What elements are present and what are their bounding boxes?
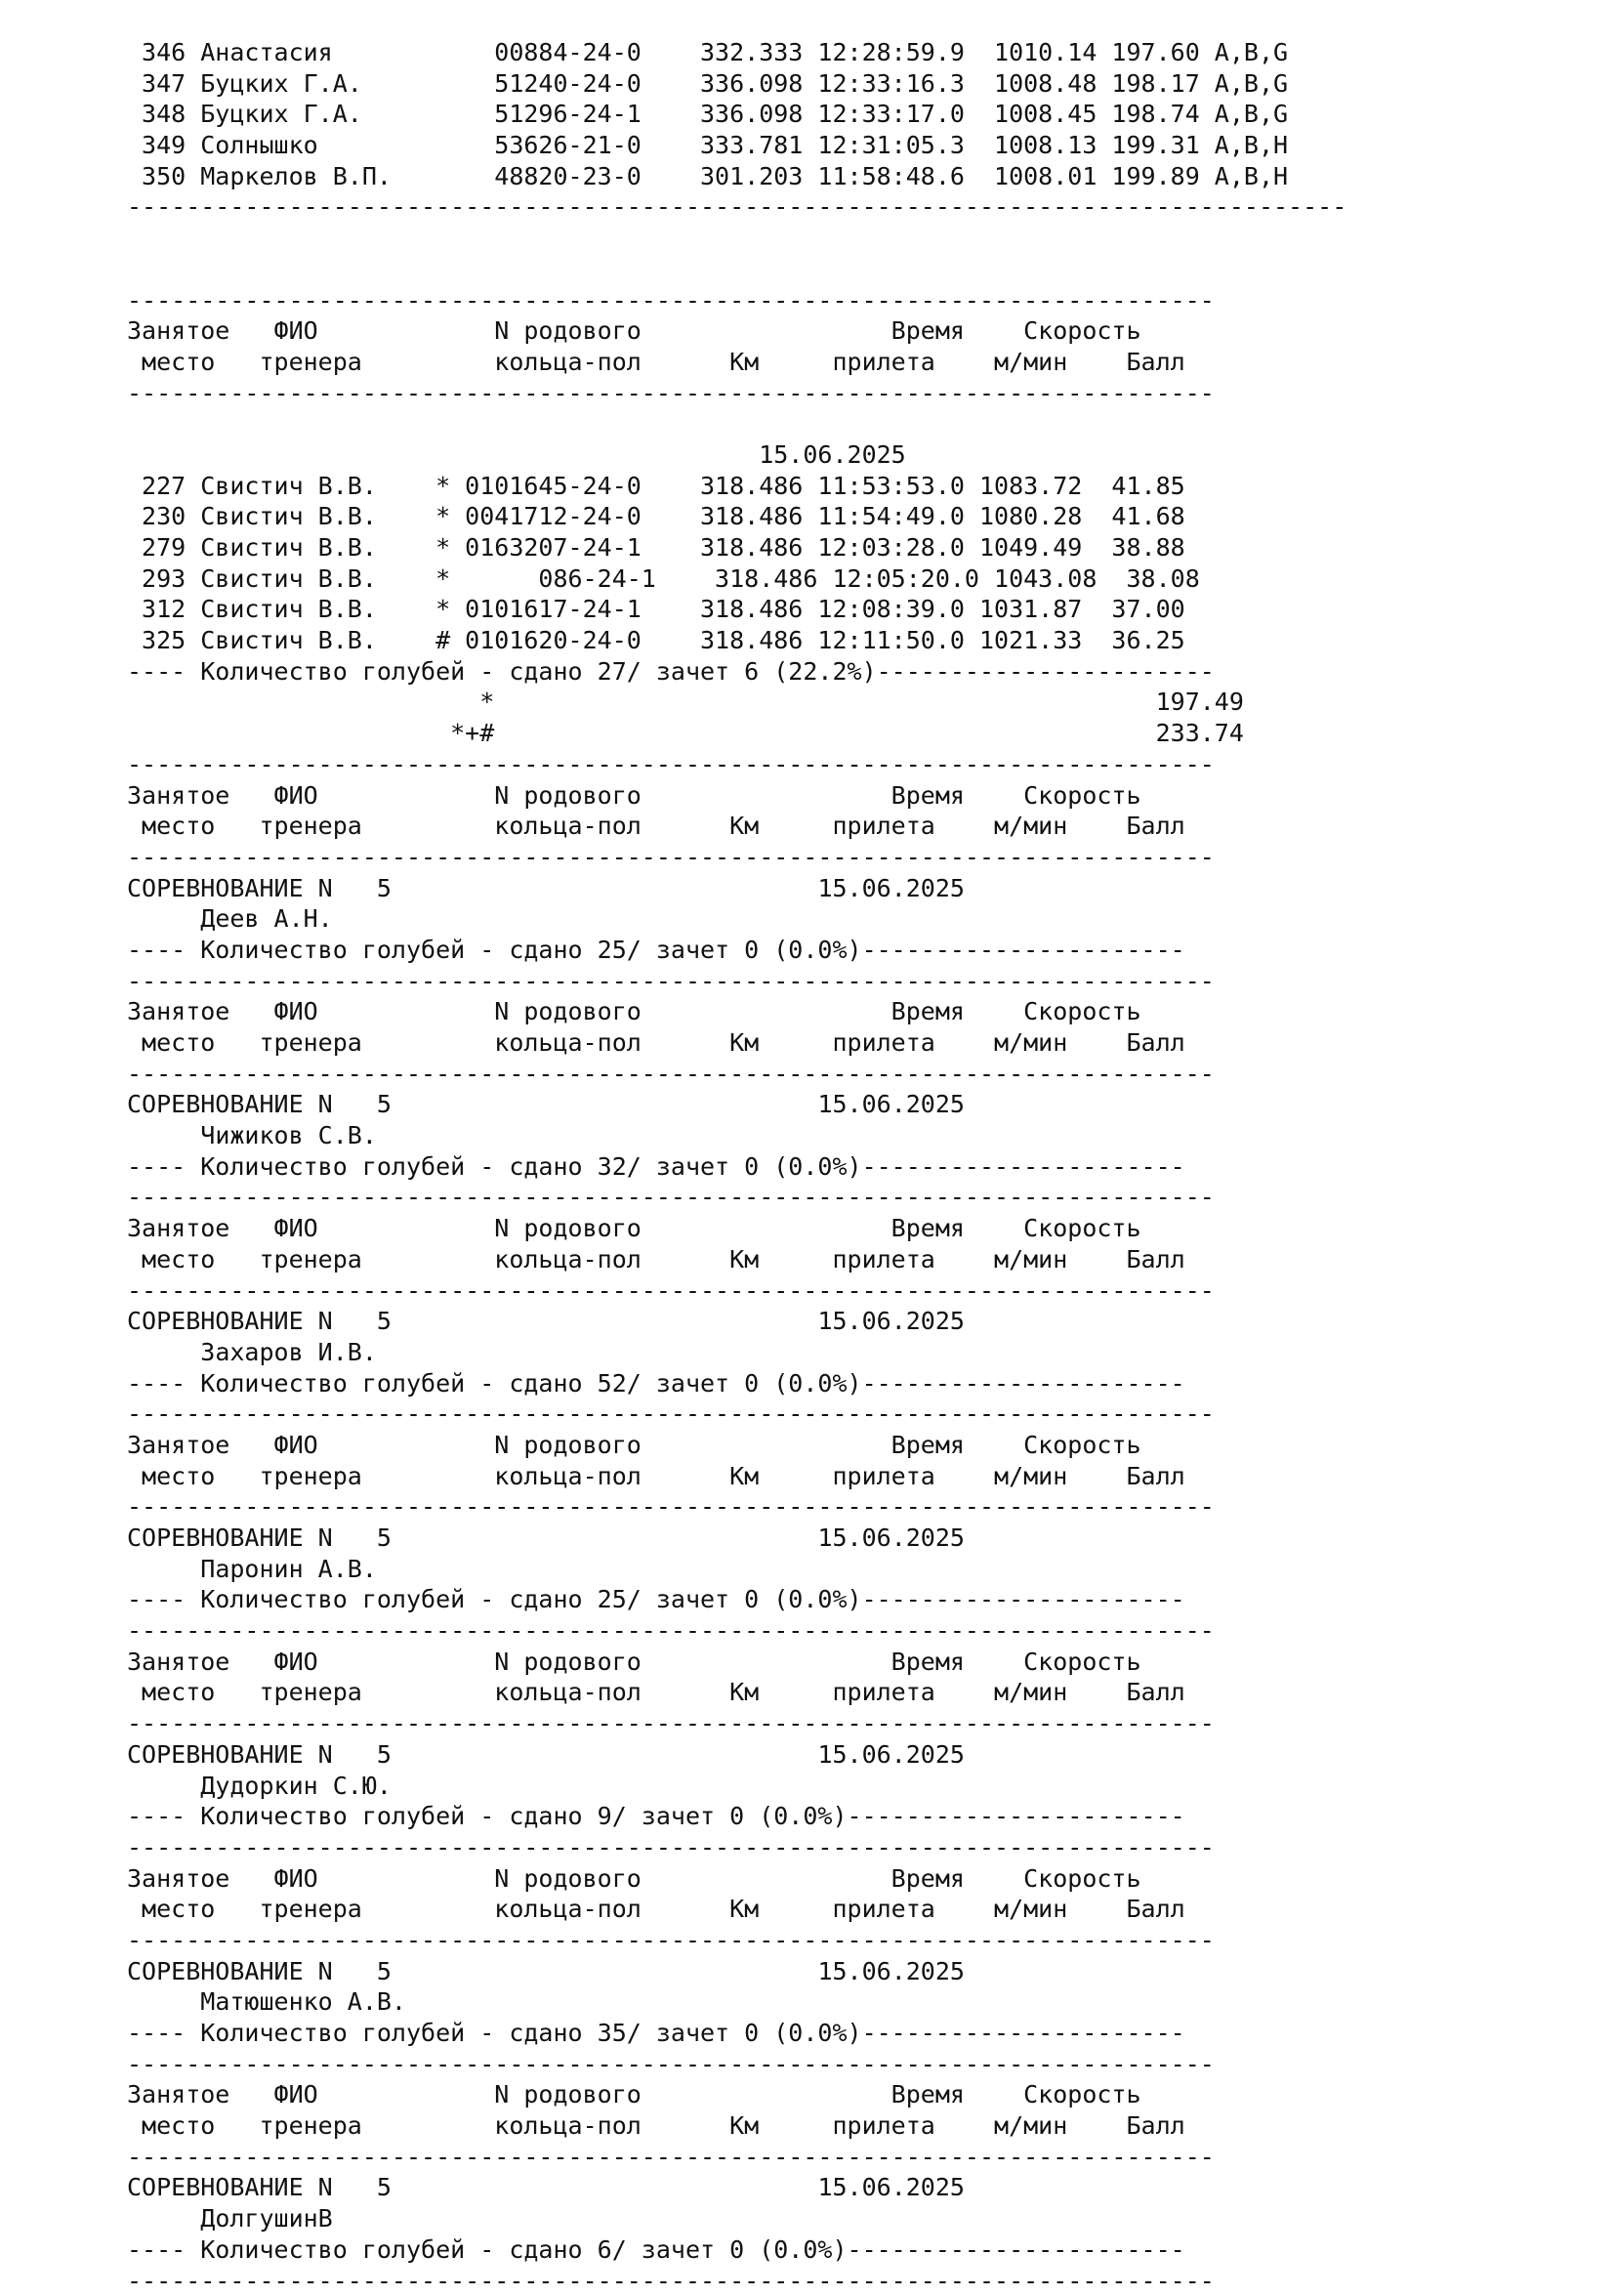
count-summary: ---- Количество голубей - сдано 25/ зачет 0 (0.0%)---------------------- <box>127 935 1592 966</box>
competition-date: 15.06.2025 <box>817 1740 965 1769</box>
competition-title: СОРЕВНОВАНИЕ N 5 <box>127 1307 392 1335</box>
column-header-line1: Занятое ФИО N родового Время Скорость <box>127 2079 1592 2110</box>
trainer-indent <box>127 1987 200 2016</box>
title-gap <box>392 2173 818 2201</box>
competition-title-line <box>127 1739 1592 1771</box>
competition-title: СОРЕВНОВАНИЕ N 5 <box>127 2173 392 2201</box>
title-gap <box>392 1740 818 1769</box>
count-summary: ---- Количество голубей - сдано 52/ зачет 0 (0.0%)---------------------- <box>127 1368 1592 1399</box>
competition-block <box>127 1398 1592 1615</box>
competition-title-line <box>127 1523 1592 1554</box>
trainer-indent <box>127 1338 200 1366</box>
title-gap <box>392 1090 818 1118</box>
trainer-indent <box>127 1555 200 1583</box>
result-row: 348 Буцких Г.А. 51296-24-1 336.098 12:33:17.0 1008.45 198.74 A,B,G <box>127 99 1592 130</box>
result-row: 230 Свистич В.В. * 0041712-24-0 318.486 11:54:49.0 1080.28 41.68 <box>127 501 1592 532</box>
competition-title: СОРЕВНОВАНИЕ N 5 <box>127 1957 392 1985</box>
results-page <box>127 37 1592 2296</box>
trainer-line <box>127 2203 1592 2234</box>
competition-block <box>127 1615 1592 1832</box>
result-row: 227 Свистич В.В. * 0101645-24-0 318.486 11:53:53.0 1083.72 41.85 <box>127 471 1592 502</box>
trainer-name: ДолгушинВ <box>200 2204 332 2233</box>
column-header-line2: место тренера кольца-пол Км прилета м/мин Балл <box>127 1244 1592 1275</box>
header-rule: -------------------------------------------------------------------------- <box>127 2049 1592 2080</box>
competition-title: СОРЕВНОВАНИЕ N 5 <box>127 1740 392 1769</box>
header-rule: -------------------------------------------------------------------------- <box>127 378 1592 409</box>
result-row: 279 Свистич В.В. * 0163207-24-1 318.486 12:03:28.0 1049.49 38.88 <box>127 532 1592 564</box>
competition-block <box>127 1182 1592 1398</box>
header-rule: -------------------------------------------------------------------------- <box>127 1708 1592 1739</box>
trainer-line <box>127 1554 1592 1585</box>
header-rule: -------------------------------------------------------------------------- <box>127 285 1592 316</box>
trainer-name: Матюшенко А.В. <box>200 1987 406 2016</box>
result-row: 325 Свистич В.В. # 0101620-24-0 318.486 12:11:50.0 1021.33 36.25 <box>127 625 1592 656</box>
column-header-line2: место тренера кольца-пол Км прилета м/мин Балл <box>127 347 1592 378</box>
header-rule: -------------------------------------------------------------------------- <box>127 2142 1592 2173</box>
trainer-name: Паронин А.В. <box>200 1555 377 1583</box>
table-end-rule: ----------------------------------------------------------------------------------- <box>127 191 1592 223</box>
title-gap <box>392 1307 818 1335</box>
header-rule: -------------------------------------------------------------------------- <box>127 1832 1592 1863</box>
trainer-line <box>127 1771 1592 1802</box>
sum-line: *+# 233.74 <box>127 718 1592 749</box>
header-rule: -------------------------------------------------------------------------- <box>127 1059 1592 1090</box>
trainer-line <box>127 1337 1592 1368</box>
column-header-line1: Занятое ФИО N родового Время Скорость <box>127 1647 1592 1678</box>
trainer-name: Деев А.Н. <box>200 904 332 933</box>
header-rule: -------------------------------------------------------------------------- <box>127 842 1592 873</box>
header-rule: -------------------------------------------------------------------------- <box>127 1275 1592 1307</box>
column-header-line1: Занятое ФИО N родового Время Скорость <box>127 1863 1592 1895</box>
header-rule: -------------------------------------------------------------------------- <box>127 1925 1592 1956</box>
competition-block <box>127 1832 1592 2049</box>
competition-block <box>127 2049 1592 2266</box>
column-header-line2: место тренера кольца-пол Км прилета м/мин Балл <box>127 1894 1592 1925</box>
trainer-name: Чижиков С.В. <box>200 1121 377 1149</box>
competition-date: 15.06.2025 <box>817 1524 965 1552</box>
column-header-line2: место тренера кольца-пол Км прилета м/мин Балл <box>127 2110 1592 2142</box>
trainer-line <box>127 903 1592 935</box>
competition-title: СОРЕВНОВАНИЕ N 5 <box>127 874 392 902</box>
competition-title-line <box>127 1956 1592 1987</box>
column-header-line2: место тренера кольца-пол Км прилета м/мин Балл <box>127 1677 1592 1708</box>
trainer-line <box>127 1120 1592 1151</box>
competition-date: 15.06.2025 <box>817 2173 965 2201</box>
competition-date: 15.06.2025 <box>817 1957 965 1985</box>
blank-line <box>127 223 1592 254</box>
header-rule: -------------------------------------------------------------------------- <box>127 2266 1592 2296</box>
result-row: 293 Свистич В.В. * 086-24-1 318.486 12:05:20.0 1043.08 38.08 <box>127 564 1592 595</box>
competition-title-line <box>127 2172 1592 2203</box>
header-rule: -------------------------------------------------------------------------- <box>127 1491 1592 1523</box>
result-row: 349 Солнышко 53626-21-0 333.781 12:31:05.3 1008.13 199.31 A,B,H <box>127 130 1592 161</box>
competition-date: 15.06.2025 <box>817 1307 965 1335</box>
count-summary: ---- Количество голубей - сдано 32/ зачет 0 (0.0%)---------------------- <box>127 1151 1592 1183</box>
blank-line <box>127 254 1592 285</box>
title-gap <box>392 874 818 902</box>
column-header-line2: место тренера кольца-пол Км прилета м/мин Балл <box>127 811 1592 842</box>
competition-block <box>127 749 1592 966</box>
competition-title: СОРЕВНОВАНИЕ N 5 <box>127 1090 392 1118</box>
title-gap <box>392 1957 818 1985</box>
competition-block <box>127 966 1592 1183</box>
trainer-indent <box>127 1121 200 1149</box>
trainer-indent <box>127 904 200 933</box>
count-summary: ---- Количество голубей - сдано 9/ зачет 0 (0.0%)----------------------- <box>127 1801 1592 1832</box>
block-date: 15.06.2025 <box>127 439 1592 471</box>
trainer-name: Дудоркин С.Ю. <box>200 1772 392 1800</box>
result-row: 346 Анастасия 00884-24-0 332.333 12:28:59.9 1010.14 197.60 A,B,G <box>127 37 1592 68</box>
count-summary: ---- Количество голубей - сдано 25/ зачет 0 (0.0%)---------------------- <box>127 1584 1592 1615</box>
zero-result-blocks <box>127 749 1592 2296</box>
competition-title-line <box>127 873 1592 904</box>
header-rule: -------------------------------------------------------------------------- <box>127 1182 1592 1213</box>
competition-date: 15.06.2025 <box>817 874 965 902</box>
trainer-line <box>127 1986 1592 2018</box>
trainer-indent <box>127 2204 200 2233</box>
column-header-line2: место тренера кольца-пол Км прилета м/мин Балл <box>127 1027 1592 1059</box>
column-header-line2: место тренера кольца-пол Км прилета м/мин Балл <box>127 1461 1592 1492</box>
result-row: 350 Маркелов В.П. 48820-23-0 301.203 11:58:48.6 1008.01 199.89 A,B,H <box>127 161 1592 192</box>
title-gap <box>392 1524 818 1552</box>
sum-line: * 197.49 <box>127 687 1592 718</box>
header-rule: -------------------------------------------------------------------------- <box>127 966 1592 997</box>
count-summary: ---- Количество голубей - сдано 6/ зачет 0 (0.0%)----------------------- <box>127 2234 1592 2266</box>
result-row: 312 Свистич В.В. * 0101617-24-1 318.486 12:08:39.0 1031.87 37.00 <box>127 594 1592 625</box>
column-header-line1: Занятое ФИО N родового Время Скорость <box>127 1213 1592 1244</box>
competition-title-line <box>127 1306 1592 1337</box>
header-rule: -------------------------------------------------------------------------- <box>127 1398 1592 1430</box>
column-header-line1: Занятое ФИО N родового Время Скорость <box>127 996 1592 1027</box>
blank-line <box>127 408 1592 439</box>
column-header-line1: Занятое ФИО N родового Время Скорость <box>127 315 1592 347</box>
result-row: 347 Буцких Г.А. 51240-24-0 336.098 12:33:16.3 1008.48 198.17 A,B,G <box>127 68 1592 100</box>
trainer-indent <box>127 1772 200 1800</box>
competition-title: СОРЕВНОВАНИЕ N 5 <box>127 1524 392 1552</box>
competition-date: 15.06.2025 <box>817 1090 965 1118</box>
competition-title-line <box>127 1089 1592 1120</box>
trainer-name: Захаров И.В. <box>200 1338 377 1366</box>
column-header-line1: Занятое ФИО N родового Время Скорость <box>127 1430 1592 1461</box>
count-summary: ---- Количество голубей - сдано 35/ зачет 0 (0.0%)---------------------- <box>127 2018 1592 2049</box>
header-rule: -------------------------------------------------------------------------- <box>127 1615 1592 1647</box>
header-rule: -------------------------------------------------------------------------- <box>127 749 1592 780</box>
column-header-line1: Занятое ФИО N родового Время Скорость <box>127 780 1592 812</box>
count-summary: ---- Количество голубей - сдано 27/ зачет 6 (22.2%)----------------------- <box>127 656 1592 688</box>
